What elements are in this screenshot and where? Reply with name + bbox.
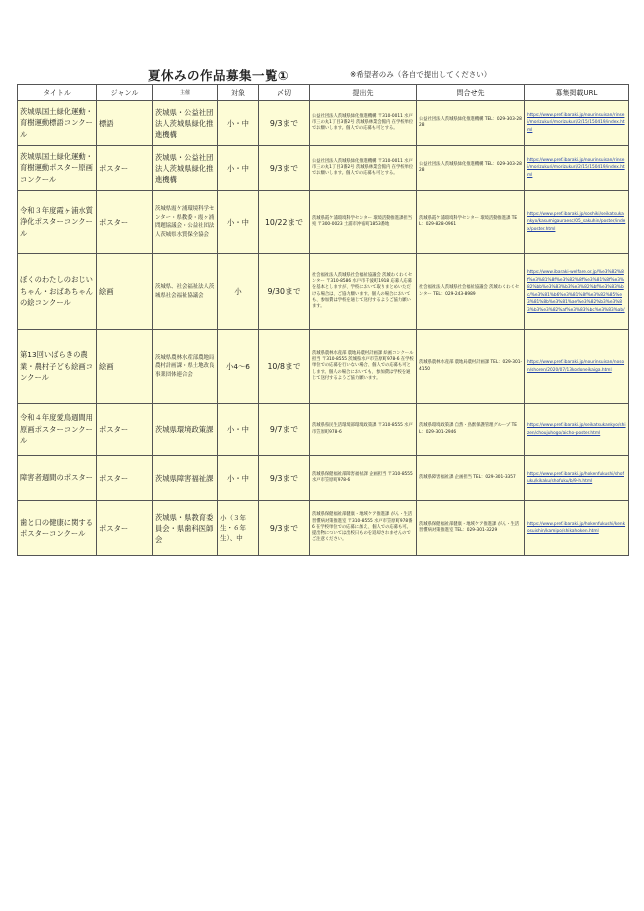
cell-target: 小・中 xyxy=(218,404,259,456)
cell-target: 小・中 xyxy=(218,101,259,146)
cell-submit: 茨城県農林水産部 農地局農村計画課 絵画コンクール担当 〒310-8555 茨城県水戸市笠原町978-6 在学校単位での応募を行いない場合、個人での応募も可とします。個人の場合においても、参加費は学校を通じて送付するようご協力願います。 xyxy=(310,330,417,404)
cell-organizer: 茨城県環境政策課 xyxy=(153,404,218,456)
cell-contact: 茨城県障害福祉課 企画担当 TEL：029-301-3357 xyxy=(417,456,525,501)
cell-organizer: 茨城県・公益社団法人茨城県緑化推進機構 xyxy=(153,146,218,191)
cell-submit: 茨城県保健福祉部健康・地域ケア推進課 がん・生活習慣病対策推進室 〒310-8555 水戸市笠原町978番6 在学校単位での応募に加え、個人での応募も可。提出物については出校日ものを返却されませんのでご注意ください。 xyxy=(310,501,417,556)
cell-title: 令和３年度霞ヶ浦水質浄化ポスターコンクール xyxy=(18,191,97,254)
cell-organizer: 茨城県障害福祉課 xyxy=(153,456,218,501)
cell-url[interactable] xyxy=(525,146,629,191)
cell-genre: ポスター xyxy=(97,146,153,191)
table-row xyxy=(18,101,629,146)
cell-target: 小・中 xyxy=(218,456,259,501)
url-link[interactable]: https://www.pref.ibaraki.jp/nourinsuisan/rinsei/morizukuri/morizukuri/2/15/150419/index.html xyxy=(527,112,625,133)
cell-title: 令和４年度愛鳥週間用原画ポスターコンクール xyxy=(18,404,97,456)
cell-contact: 公益社団法人茨城県緑化推進機構 TEL：029-303-2828 xyxy=(417,146,525,191)
cell-url[interactable] xyxy=(525,501,629,556)
cell-title: 茨城県国土緑化運動・育樹運動ポスター原画コンクール xyxy=(18,146,97,191)
cell-url[interactable] xyxy=(525,404,629,456)
cell-url[interactable] xyxy=(525,456,629,501)
cell-title: 歯と口の健康に関するポスターコンクール xyxy=(18,501,97,556)
cell-url[interactable] xyxy=(525,101,629,146)
cell-target: 小 xyxy=(218,254,259,330)
table-row xyxy=(18,146,629,191)
cell-genre: 絵画 xyxy=(97,254,153,330)
cell-submit: 公益社団法人茨城県緑化推進機構 〒310-0011 水戸市三の丸1丁目3番2号 茨城県林業会館内 在学校単位でお願いします。個人での応募も可とする。 xyxy=(310,146,417,191)
header-genre: ジャンル xyxy=(97,85,153,101)
cell-url[interactable] xyxy=(525,191,629,254)
table-row xyxy=(18,456,629,501)
table-row xyxy=(18,330,629,404)
cell-deadline: 9/3まで xyxy=(259,146,310,191)
event-table xyxy=(17,84,629,556)
cell-contact: 社会福祉法人茨城県社会福祉協議会 茨城わくわくセンター TEL：029-243-8989 xyxy=(417,254,525,330)
url-link[interactable]: https://www.ibaraki-welfare.or.jp/%e3%82%8f%e3%81%8f%e3%82%8f%e3%81%8f%e3%82%bb%e3%83%b3%e3%82%bf%e3%83%bc/%e3%81%b6%e3%81%8f%e3%82%85%e3%81%8b%e3%81%ae%e3%82%b3%e3%83%b3%e3%82%af%e3%83%bc%e3%83%ab/ xyxy=(527,270,625,313)
cell-target: 小・中 xyxy=(218,191,259,254)
cell-title: 第13回いばらきの農業・農村子ども絵画コンクール xyxy=(18,330,97,404)
cell-submit: 茨城県霞ケ浦環境科学センター 環境活動推進課担当宛 〒300-0023 土浦市沖宿町1853番地 xyxy=(310,191,417,254)
cell-genre: ポスター xyxy=(97,404,153,456)
cell-genre: ポスター xyxy=(97,501,153,556)
cell-url[interactable] xyxy=(525,254,629,330)
cell-organizer: 茨城県霞ケ浦環境科学センター・県教委・霞ヶ浦問題協議会・公益社団法人茨城県水質保全協会 xyxy=(153,191,218,254)
cell-organizer: 茨城県・県教育委員会・県歯科医師会 xyxy=(153,501,218,556)
url-link[interactable]: https://www.pref.ibaraki.jp/hokenfukushi/kenkosuishin/kamipo/shikahoken.html xyxy=(527,521,626,534)
cell-contact: 茨城県霞ケ浦環境科学センター 環境活動推進課 TEL：029-828-0961 xyxy=(417,191,525,254)
cell-contact: 茨城県農林水産部 農地局農村計画課 TEL：029-301-4150 xyxy=(417,330,525,404)
header-target: 対象 xyxy=(218,85,259,101)
cell-organizer: 茨城県・公益社団法人茨城県緑化推進機構 xyxy=(153,101,218,146)
cell-deadline: 9/7まで xyxy=(259,404,310,456)
url-link[interactable]: https://www.pref.ibaraki.jp/hokenfukushi/shofuku/kikaku/shofuku/b/9-h.html xyxy=(527,471,624,484)
url-link[interactable]: https://www.pref.ibaraki.jp/seikatsukankyo/shizen/choujuhogo/aicho-poster.html xyxy=(527,423,626,436)
header-contact: 問合せ先 xyxy=(417,85,525,101)
cell-deadline: 10/22まで xyxy=(259,191,310,254)
header-title: タイトル xyxy=(18,85,97,101)
cell-submit: 茨城県保健福祉部障害福祉課 企画担当 〒310-8555 水戸市笠原町978-6 xyxy=(310,456,417,501)
page-note: ※希望者のみ（各自で提出してください） xyxy=(350,70,492,79)
header-submit: 提出先 xyxy=(310,85,417,101)
header-deadline: 〆切 xyxy=(259,85,310,101)
cell-genre: ポスター xyxy=(97,191,153,254)
cell-contact: 茨城県保健福祉部健康・地域ケア推進課 がん・生活習慣病対策推進室 TEL：029-301-3229 xyxy=(417,501,525,556)
cell-deadline: 9/3まで xyxy=(259,101,310,146)
table-row xyxy=(18,404,629,456)
header-organizer: 主催 xyxy=(153,85,218,101)
header-url: 募集掲載URL xyxy=(525,85,629,101)
cell-deadline: 9/3まで xyxy=(259,501,310,556)
cell-title: 茨城県国土緑化運動・育樹運動標語コンクール xyxy=(18,101,97,146)
table-header-row xyxy=(18,85,629,101)
url-link[interactable]: https://www.pref.ibaraki.jp/soshiki/seikatsukankyo/kasumigauraesc/05_sakuhin/poster/index/poster.html xyxy=(527,211,626,232)
cell-contact: 茨城県環境政策課 自然・鳥獣保護管理グループ TEL：029-301-2946 xyxy=(417,404,525,456)
cell-title: 障害者週間のポスター xyxy=(18,456,97,501)
cell-target: 小4〜6 xyxy=(218,330,259,404)
cell-organizer: 茨城県農林水産部農地局農村計画課・県土地改良事業団体連合会 xyxy=(153,330,218,404)
cell-submit: 社会福祉法人茨城県社会福祉協議会 茨城わくわくセンター 〒310-8586 水戸市千波町1918 応募人応募を基本としますが、学校において取りまとめいただける場合は、ご協力願います。個人の場合においても、参加費は学校を通じて送付するようご協力願います。 xyxy=(310,254,417,330)
table-row xyxy=(18,501,629,556)
url-link[interactable]: https://www.pref.ibaraki.jp/nourinsuisan/rinsei/morizukuri/morizukuri/2/15/150419/index.html xyxy=(527,157,625,178)
cell-submit: 茨城県県民生活環境部環境政策課 〒310-8555 水戸市笠原町978-6 xyxy=(310,404,417,456)
cell-genre: ポスター xyxy=(97,456,153,501)
cell-genre: 絵画 xyxy=(97,330,153,404)
cell-title: ぼくのわたしのおじいちゃん・おばあちゃんの絵コンクール xyxy=(18,254,97,330)
cell-target: 小・中 xyxy=(218,146,259,191)
cell-deadline: 10/8まで xyxy=(259,330,310,404)
cell-organizer: 茨城県、社会福祉法人茨城県社会福祉協議会 xyxy=(153,254,218,330)
table-row xyxy=(18,254,629,330)
cell-contact: 公益社団法人茨城県緑化推進機構 TEL：029-303-2828 xyxy=(417,101,525,146)
cell-target: 小（３年生・６年生）、中 xyxy=(218,501,259,556)
page-title: 夏休みの作品募集一覧① xyxy=(148,68,290,83)
cell-deadline: 9/30まで xyxy=(259,254,310,330)
cell-deadline: 9/3まで xyxy=(259,456,310,501)
cell-genre: 標語 xyxy=(97,101,153,146)
table-row xyxy=(18,191,629,254)
url-link[interactable]: https://www.pref.ibaraki.jp/nourinsuisan/noson/shoren/2020/07/13kodoneikaiga.html xyxy=(527,360,625,373)
cell-url[interactable] xyxy=(525,330,629,404)
cell-submit: 公益社団法人茨城県緑化推進機構 〒310-0011 水戸市三の丸1丁目3番2号 茨城県林業会館内 在学校単位でお願いします。個人での応募も可とする。 xyxy=(310,101,417,146)
